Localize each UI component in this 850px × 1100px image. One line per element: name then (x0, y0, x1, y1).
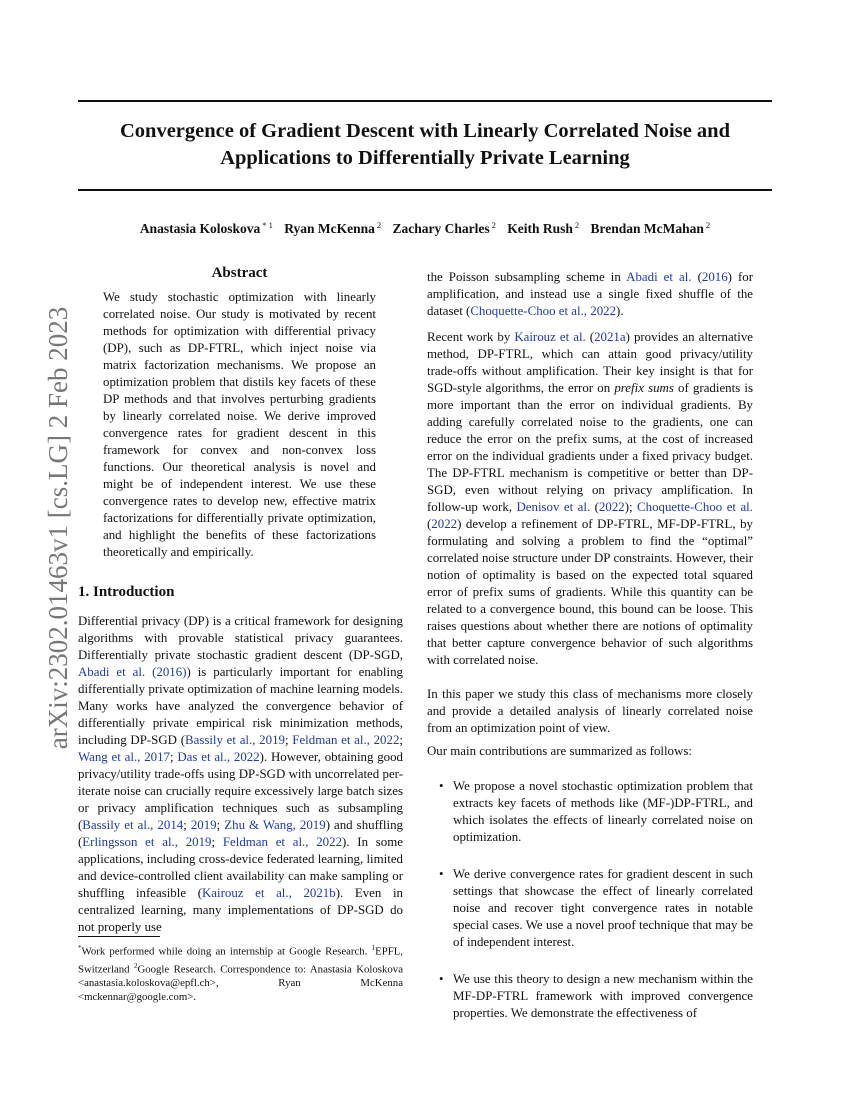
author: Zachary Charles $^2$ (392, 220, 496, 236)
title-line-1: Convergence of Gradient Descent with Linearly Correlated Noise and (120, 120, 730, 142)
citation-link[interactable]: Wang et al., 2017 (78, 750, 170, 764)
arxiv-side-stamp: arXiv:2302.01463v1 [cs.LG] 2 Feb 2023 (43, 306, 73, 750)
citation-link[interactable]: Feldman et al., 2022 (222, 835, 343, 849)
abstract-heading: Abstract (211, 265, 268, 281)
footnote-rule (78, 936, 160, 937)
list-item: • We derive convergence rates for gradient descent in such settings that showcase the effect of linearly correlated noise and recover tight convergence rates in notable special cases. We use a novel proof technique that may be of independent interest. (439, 867, 753, 949)
title-line-2: Applications to Differentially Private Learning (220, 147, 630, 169)
right-paragraph-0: the Poisson subsampling scheme in Abadi et al. (2016) for amplification, and instead use a single fixed shuffle of the dataset (Choquette-Choo et al., 2022). (427, 270, 754, 318)
citation-link[interactable]: Denisov et al. (516, 500, 591, 514)
citation-link[interactable]: 2022 (598, 500, 625, 514)
right-paragraph-3: Our main contributions are summarized as follows: (427, 744, 692, 758)
citation-link[interactable]: 2019 (190, 818, 217, 832)
section-heading-introduction: 1. Introduction (78, 584, 175, 600)
introduction-paragraph: Differential privacy (DP) is a critical framework for designing algorithms with provable statistical privacy guarantees. Differentially private stochastic gradient descent (DP-SGD, Abadi et al. (2016)) is particularly important for enabling differentially private optimization of machine learning models. Many works have analyzed the convergence behavior of differentially private empirical risk minimization methods, including DP-SGD (Bassily et al., 2019; Feldman et al., 2022; Wang et al., 2017; Das et al., 2022). However, obtaining good privacy/utility trade-offs using DP-SGD with uncorrelated per-iterate noise can crucially require excessively large batch sizes or privacy amplification techniques such as subsampling (Bassily et al., 2014; 2019; Zhu & Wang, 2019) and shuffling (Erlingsson et al., 2019; Feldman et al., 2022). In some applications, including cross-device federated learning, limited and device-controlled client availability can make sampling or shuffling infeasible (Kairouz et al., 2021b). Even in centralized learning, many implementations of DP-SGD do not properly use (78, 614, 403, 934)
citation-link[interactable]: Zhu & Wang, 2019 (224, 818, 326, 832)
author-list (78, 220, 772, 237)
contributions-list (427, 778, 753, 1042)
citation-link[interactable]: Kairouz et al., 2021b (201, 886, 336, 900)
citation-link[interactable]: Erlingsson et al., 2019 (82, 835, 212, 849)
citation-link[interactable]: Feldman et al., 2022 (292, 733, 400, 747)
citation-link[interactable]: 2021a (594, 330, 626, 344)
bullet-icon: • (439, 779, 444, 793)
title-bottom-rule (78, 189, 772, 191)
bullet-icon: • (439, 972, 444, 986)
citation-link[interactable]: Bassily et al., 2014 (82, 818, 184, 832)
right-paragraph-2: In this paper we study this class of mechanisms more closely and provide a detailed analysis of linearly correlated noise from an optimization point of view. (427, 687, 753, 735)
bullet-icon: • (439, 867, 444, 881)
author: Ryan McKenna $^2$ (284, 220, 382, 236)
footnote: *Work performed while doing an internship at Google Research. $^1$EPFL, Switzerland $^2$Google Research. Correspondence to: Anastasia Koloskova <anastasia.koloskova@epfl.ch>, Ryan McKenna <mckennar@google.com>. (78, 944, 403, 1004)
citation-link[interactable]: Das et al., 2022 (177, 750, 260, 764)
top-rule (78, 100, 772, 102)
list-item: • We propose a novel stochastic optimization problem that extracts key facets of methods like (MF-)DP-FTRL, and which isolates the effects of linearly correlated noise on optimization. (439, 779, 753, 844)
citation-link[interactable]: 2022 (431, 517, 458, 531)
right-paragraph-1: Recent work by Kairouz et al. (2021a) provides an alternative method, DP-FTRL, which can attain good privacy/utility trade-offs without amplification. Their key insight is that for SGD-style algorithms, the error on prefix sums of gradients is more important than the error on individual gradients. By adding carefully correlated noise to the gradients, one can reduce the error on the prefix sums, at the cost of increased error on the individual gradients under a fixed privacy budget. The DP-FTRL mechanism is competitive or better than DP-SGD, even without relying on privacy amplification. In follow-up work, Denisov et al. (2022); Choquette-Choo et al. (2022) develop a refinement of DP-FTRL, MF-DP-FTRL, by formulating and solving a problem to find the “optimal” correlated noise structure under DP constraints. However, their notion of optimality is based on the expected total squared error of prefix sums of gradients. While this quantity can be related to a convergence bound, this bound can be loose. This raises questions about whether there are notions of optimality that better capture convergence behavior of such algorithms with correlated noise. (427, 330, 753, 667)
author: Anastasia Koloskova $^{* 1}$ (139, 220, 273, 236)
citation-link[interactable]: Bassily et al., 2019 (185, 733, 285, 747)
citation-link[interactable]: Choquette-Choo et al., 2022 (470, 304, 617, 318)
list-item: • We use this theory to design a new mechanism within the MF-DP-FTRL framework with improved convergence properties. We demonstrate the effectiveness of (439, 972, 753, 1020)
citation-link[interactable]: Kairouz et al. (514, 330, 586, 344)
abstract-text: We study stochastic optimization with linearly correlated noise. Our study is motivated by recent methods for optimization with differential privacy (DP), such as DP-FTRL, which inject noise via matrix factorization mechanisms. We propose an optimization problem that distils key facets of these DP methods and that involves perturbing gradients by linearly correlated noise. We derive improved convergence rates for gradient descent in this framework for convex and non-convex loss functions. Our theoretical analysis is novel and might be of independent interest. We use these convergence rates to develop new, effective matrix factorizations for differentially private optimization, and highlight the benefits of these factorizations theoretically and empirically. (103, 290, 376, 559)
citation-link[interactable]: Abadi et al. (2016) (78, 665, 187, 679)
author: Keith Rush $^2$ (507, 220, 580, 236)
paper-title (78, 118, 772, 172)
citation-link[interactable]: 2016 (701, 270, 728, 284)
citation-link[interactable]: Abadi et al. (626, 270, 692, 284)
citation-link[interactable]: Choquette-Choo et al. (637, 500, 753, 514)
emphasis-prefix-sums: prefix sums (614, 381, 674, 395)
author: Brendan McMahan $^2$ (590, 220, 711, 236)
